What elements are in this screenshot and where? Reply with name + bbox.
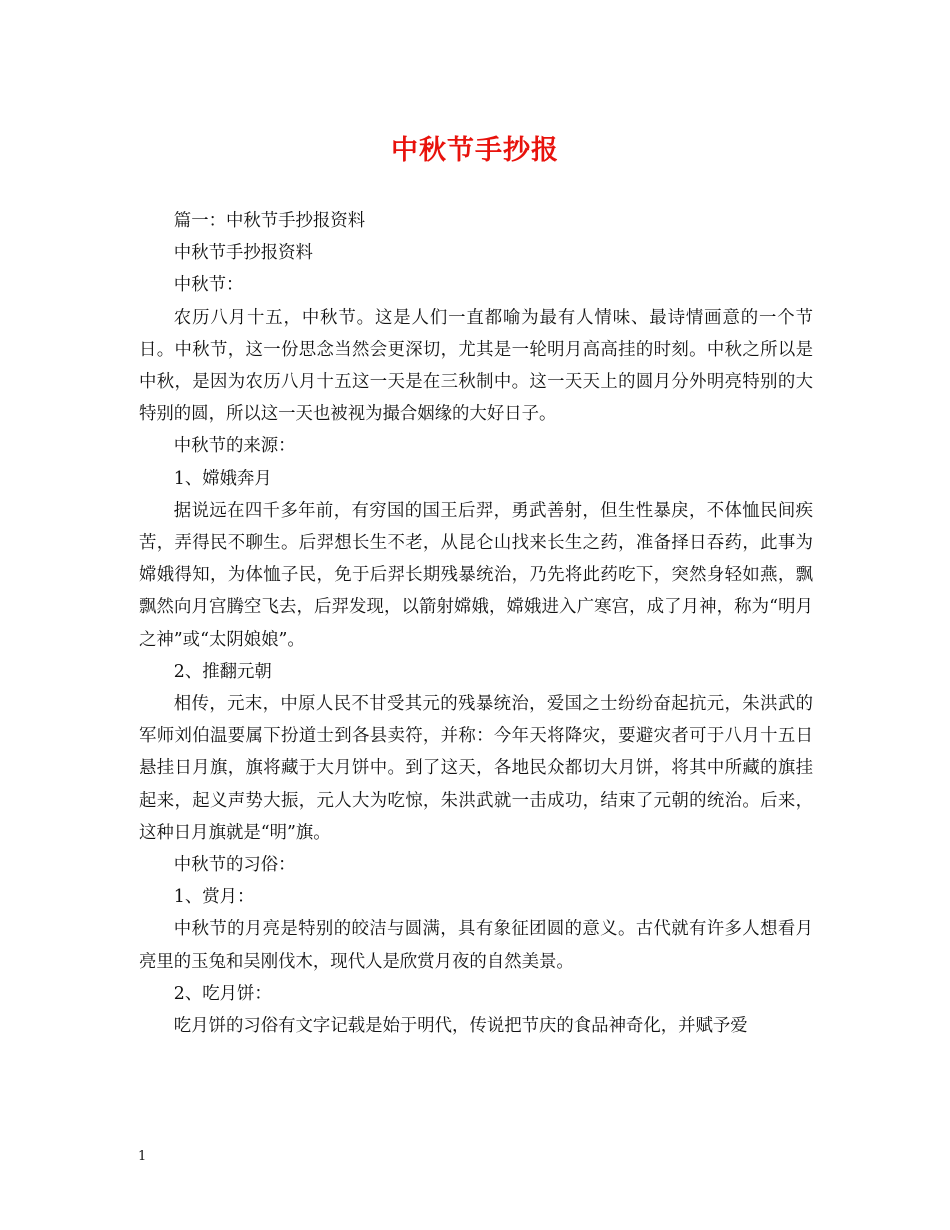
paragraph-moon-viewing: 中秋节的月亮是特别的皎洁与圆满，具有象征团圆的意义。古代就有许多人想看月亮里的玉兔和吴刚伐木，现代人是欣赏月夜的自然美景。 bbox=[139, 919, 813, 972]
paragraph-heading-customs: 中秋节的习俗： bbox=[173, 855, 296, 876]
paragraph-heading-moon-viewing: 1、赏月： bbox=[173, 887, 255, 908]
document-body bbox=[139, 205, 813, 1042]
paragraph-heading-origin: 中秋节的来源： bbox=[173, 436, 296, 457]
paragraph-heading-change-e: 1、嫦娥奔月 bbox=[173, 468, 272, 489]
paragraph-subtitle: 中秋节手抄报资料 bbox=[173, 243, 313, 264]
paragraph-change-e-story: 据说远在四千多年前，有穷国的国王后羿，勇武善射，但生性暴戾，不体恤民间疾苦，弄得民不聊生。后羿想长生不老，从昆仑山找来长生之药，准备择日吞药，此事为嫦娥得知，为体恤子民，免于后羿长期残暴统治，乃先将此药吃下，突然身轻如燕，飘飘然向月宫腾空飞去，后羿发现，以箭射嫦娥，嫦娥进入广寒宫，成了月神，称为“明月之神”或“太阴娘娘”。 bbox=[139, 500, 813, 650]
paragraph-heading-yuan: 2、推翻元朝 bbox=[173, 661, 272, 682]
paragraph-heading-mid-autumn: 中秋节： bbox=[173, 275, 244, 296]
paragraph-heading-mooncake: 2、吃月饼： bbox=[173, 983, 272, 1004]
paragraph-intro: 农历八月十五，中秋节。这是人们一直都喻为最有人情味、最诗情画意的一个节日。中秋节，这一份思念当然会更深切，尤其是一轮明月高高挂的时刻。中秋之所以是中秋，是因为农历八月十五这一天是在三秋制中。这一天天上的圆月分外明亮特别的大特别的圆，所以这一天也被视为撮合姻缘的大好日子。 bbox=[139, 307, 813, 425]
paragraph-yuan-story: 相传，元末，中原人民不甘受其元的残暴统治，爱国之士纷纷奋起抗元，朱洪武的军师刘伯温要属下扮道士到各县卖符，并称：今年天将降灾，要避灾者可于八月十五日悬挂日月旗，旗将藏于大月饼中。到了这天，各地民众都切大月饼，将其中所藏的旗挂起来，起义声势大振，元人大为吃惊，朱洪武就一击成功，结束了元朝的统治。后来，这种日月旗就是“明”旗。 bbox=[139, 694, 813, 843]
document-title: 中秋节手抄报 bbox=[391, 135, 559, 166]
paragraph-mooncake: 吃月饼的习俗有文字记载是始于明代，传说把节庆的食品神奇化，并赋予爱 bbox=[173, 1016, 748, 1037]
paragraph-section-heading: 篇一：中秋节手抄报资料 bbox=[173, 211, 366, 231]
page-number: 1 bbox=[138, 1149, 147, 1164]
